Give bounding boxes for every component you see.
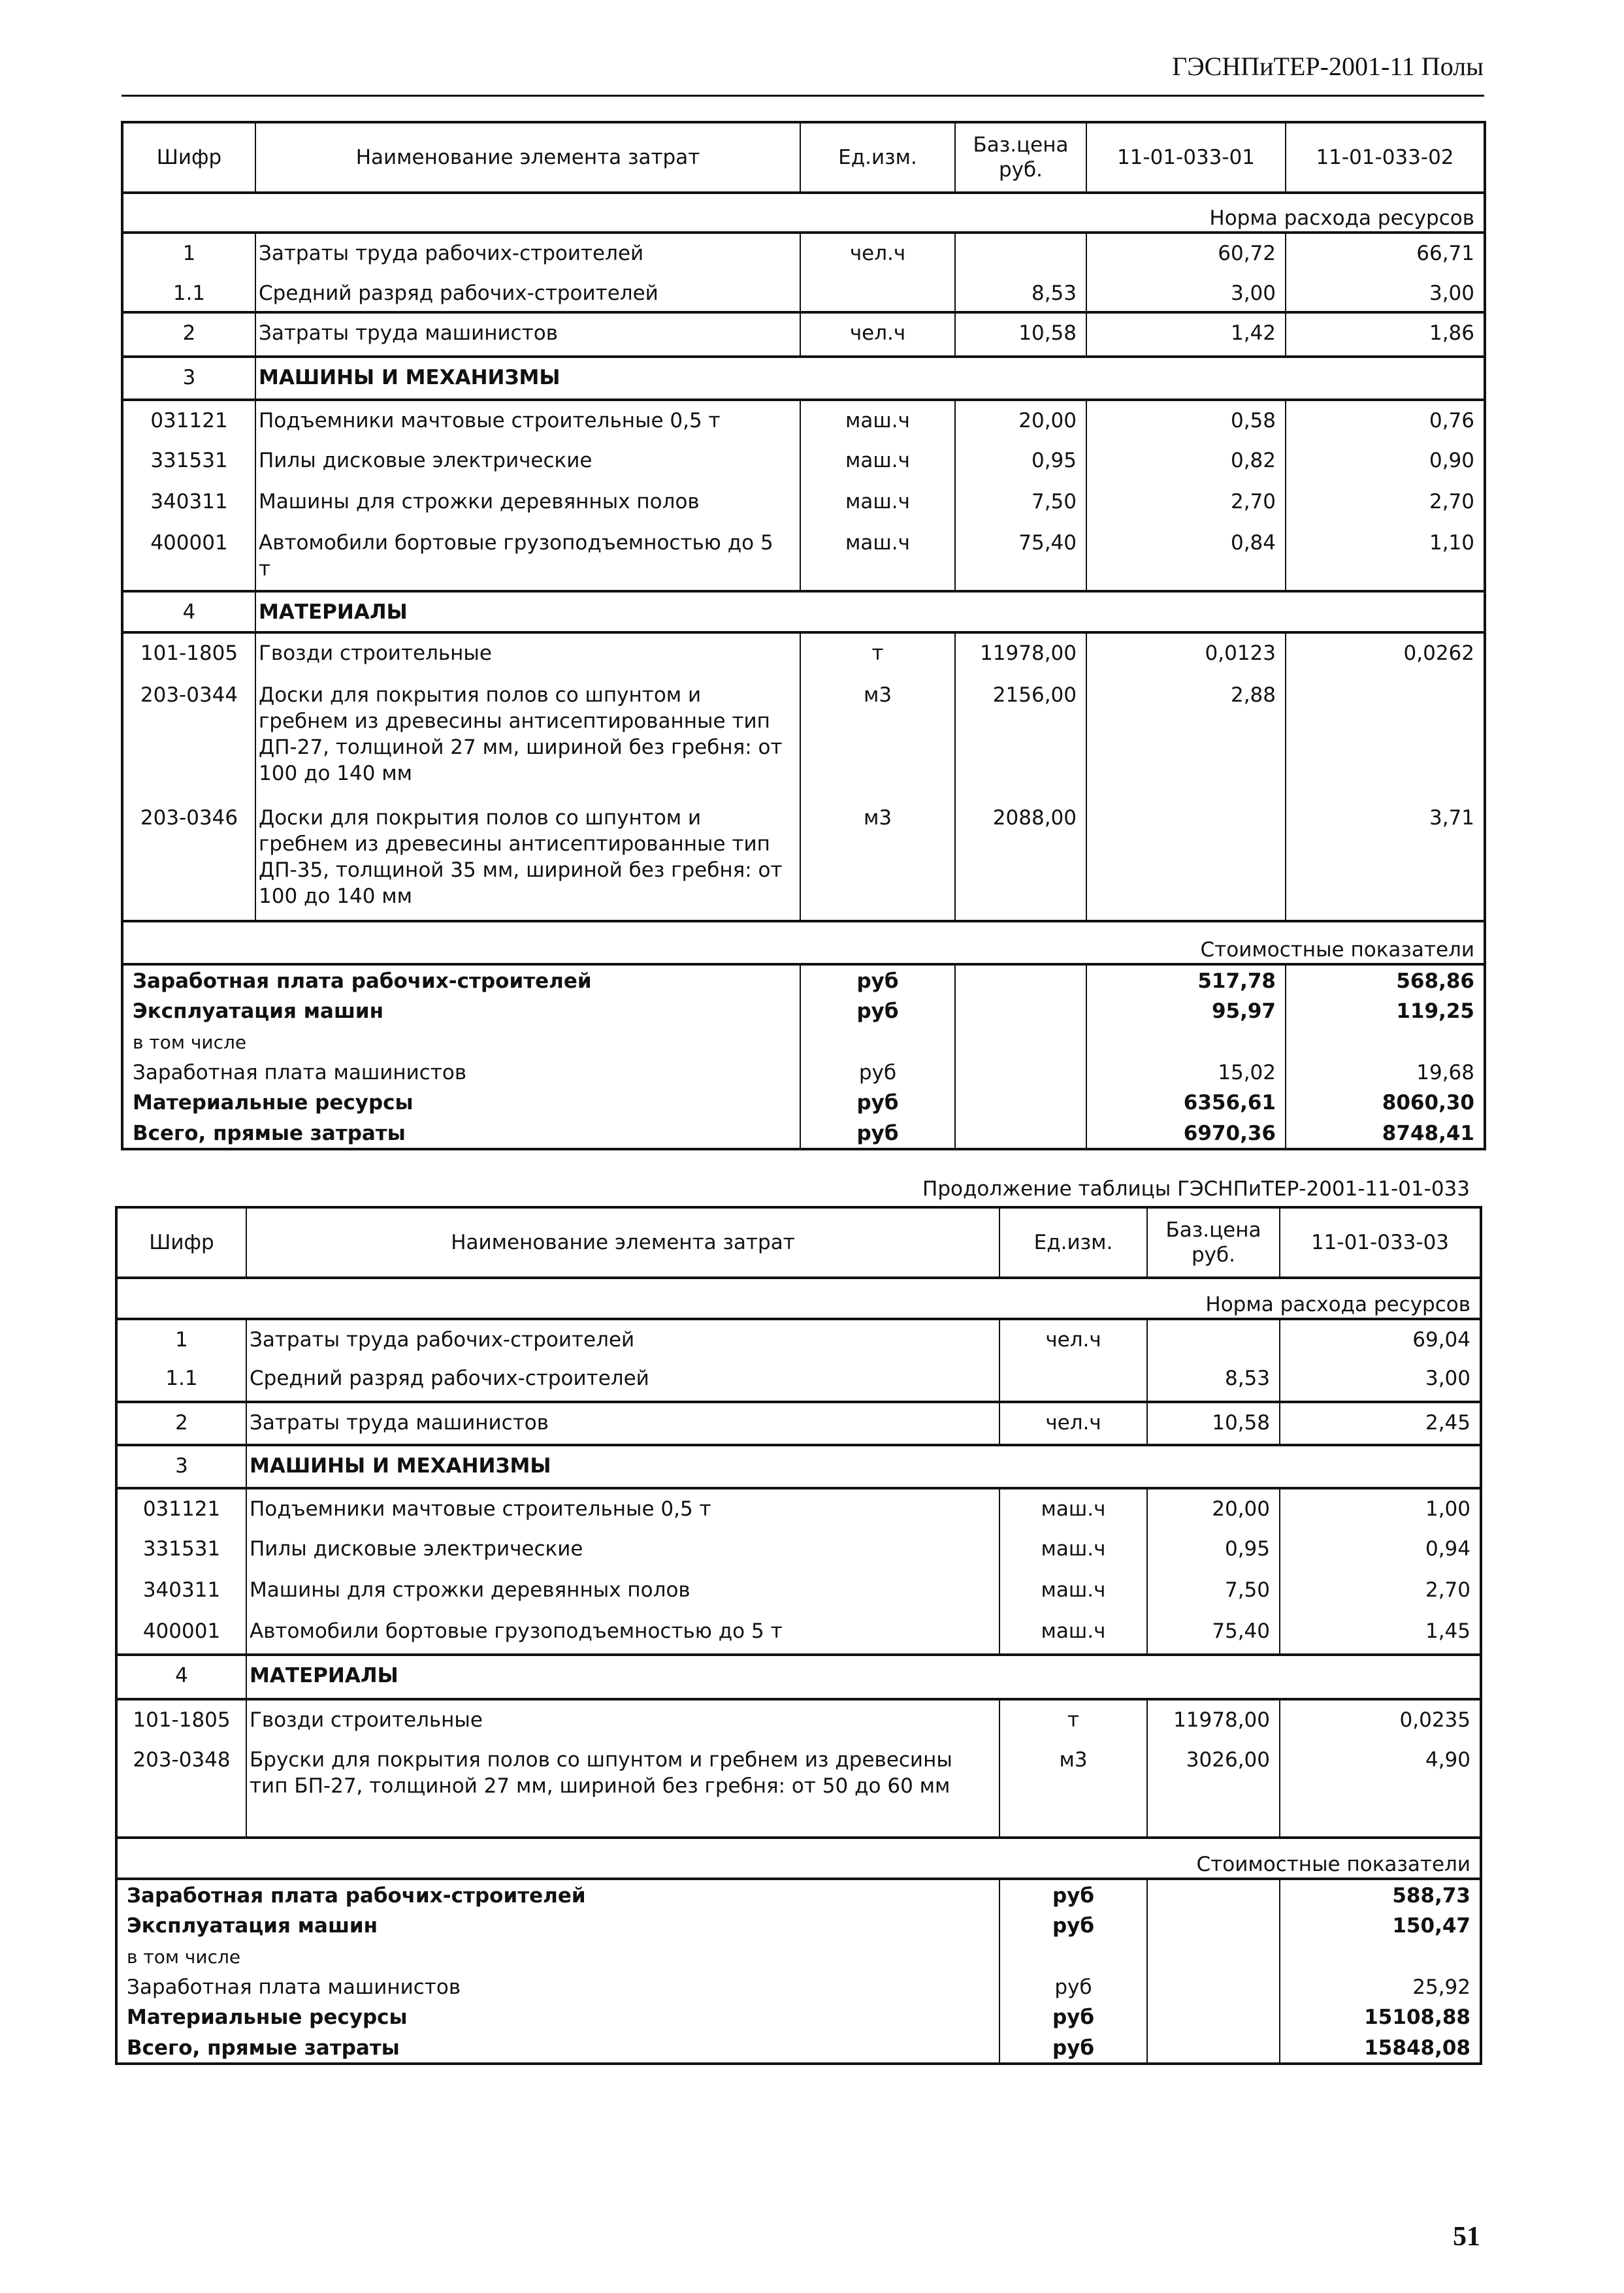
norm-value: 0,58: [1086, 400, 1286, 441]
unit: руб: [800, 1057, 955, 1087]
cost-name: Заработная плата рабочих-строителей: [116, 1879, 999, 1910]
section-code: 3: [122, 357, 255, 400]
norm-value: 3,00: [1280, 1359, 1481, 1402]
unit: чел.ч: [800, 233, 955, 274]
base-price: 20,00: [1147, 1488, 1280, 1529]
resource-name: Пилы дисковые электрические: [246, 1529, 999, 1570]
table-row: [122, 632, 1485, 675]
base-price: 75,40: [955, 523, 1086, 591]
resource-name: Затраты труда машинистов: [255, 312, 800, 357]
norm-value: 0,84: [1086, 523, 1286, 591]
unit: руб: [999, 2002, 1147, 2032]
unit: руб: [999, 1910, 1147, 1942]
base-price-empty: [1147, 1879, 1280, 1910]
table-row: [122, 274, 1485, 312]
base-price: 3026,00: [1147, 1740, 1280, 1838]
table-row: [122, 798, 1485, 921]
section-code: 4: [122, 591, 255, 632]
resource-code: 203-0346: [122, 798, 255, 921]
table-row: [116, 1570, 1481, 1612]
norm-value: 0,76: [1286, 400, 1485, 441]
page-number: 51: [1453, 2222, 1480, 2252]
unit: руб: [999, 1879, 1147, 1910]
cost-value: 568,86: [1286, 964, 1485, 996]
resource-code: 2: [122, 312, 255, 357]
cost-label-row: [116, 1838, 1481, 1879]
cost-row: [122, 964, 1485, 996]
norm-value: 1,42: [1086, 312, 1286, 357]
column-header: Наименование элемента затрат: [255, 122, 800, 193]
table-row: [116, 1488, 1481, 1529]
norm-value: 3,00: [1086, 274, 1286, 312]
norm-value: 1,10: [1286, 523, 1485, 591]
cost-name: Заработная плата рабочих-строителей: [122, 964, 800, 996]
resource-name: Машины для строжки деревянных полов: [246, 1570, 999, 1612]
unit: маш.ч: [800, 482, 955, 523]
section-title: МАТЕРИАЛЫ: [246, 1655, 1481, 1699]
cost-row: [116, 1910, 1481, 1942]
resource-name: Доски для покрытия полов со шпунтом и гребнем из древесины антисептированные тип ДП-27, толщиной 27 мм, шириной без гребня: от 100 до 140 мм: [255, 675, 800, 798]
norm-value: 2,45: [1280, 1402, 1481, 1445]
cost-row: [116, 1879, 1481, 1910]
cost-value: 95,97: [1086, 996, 1286, 1027]
cost-name: Материальные ресурсы: [116, 2002, 999, 2032]
base-price: 10,58: [955, 312, 1086, 357]
resource-name: Доски для покрытия полов со шпунтом и гребнем из древесины антисептированные тип ДП-35, толщиной 35 мм, шириной без гребня: от 100 до 140 мм: [255, 798, 800, 921]
column-header: Ед.изм.: [800, 122, 955, 193]
base-price-empty: [1147, 2002, 1280, 2032]
table-row: [122, 312, 1485, 357]
cost-value: [1286, 1027, 1485, 1057]
cost-name: Заработная плата машинистов: [116, 1972, 999, 2002]
cost-label: Стоимостные показатели: [122, 921, 1485, 964]
base-price: 0,95: [1147, 1529, 1280, 1570]
column-header: Наименование элемента затрат: [246, 1207, 999, 1278]
section-code: 3: [116, 1445, 246, 1488]
resource-table-2: [115, 1206, 1482, 2065]
section-row: [122, 591, 1485, 632]
resource-code: 1: [116, 1319, 246, 1359]
header-rule: [122, 95, 1484, 97]
cost-value: 6970,36: [1086, 1118, 1286, 1149]
cost-name: Эксплуатация машин: [122, 996, 800, 1027]
resource-code: 331531: [116, 1529, 246, 1570]
unit: маш.ч: [800, 400, 955, 441]
base-price-empty: [955, 1057, 1086, 1087]
resource-name: Подъемники мачтовые строительные 0,5 т: [246, 1488, 999, 1529]
norm-label-row: [116, 1278, 1481, 1319]
cost-row: [122, 1087, 1485, 1118]
norm-label-row: [122, 193, 1485, 233]
norm-value: 60,72: [1086, 233, 1286, 274]
resource-code: 1.1: [122, 274, 255, 312]
resource-name: Затраты труда машинистов: [246, 1402, 999, 1445]
table-row: [116, 1699, 1481, 1740]
base-price: 0,95: [955, 441, 1086, 482]
resource-name: Средний разряд рабочих-строителей: [255, 274, 800, 312]
cost-value: 15,02: [1086, 1057, 1286, 1087]
unit: руб: [800, 1118, 955, 1149]
base-price: 20,00: [955, 400, 1086, 441]
table-row: [116, 1612, 1481, 1655]
resource-name: Автомобили бортовые грузоподъемностью до 5 т: [246, 1612, 999, 1655]
section-code: 4: [116, 1655, 246, 1699]
cost-name: в том числе: [116, 1942, 999, 1972]
norm-value: 1,00: [1280, 1488, 1481, 1529]
base-price: 7,50: [1147, 1570, 1280, 1612]
cost-label: Стоимостные показатели: [116, 1838, 1481, 1879]
cost-row: [122, 1027, 1485, 1057]
base-price: 2156,00: [955, 675, 1086, 798]
cost-row: [116, 1972, 1481, 2002]
cost-value: 8748,41: [1286, 1118, 1485, 1149]
norm-value: 0,94: [1280, 1529, 1481, 1570]
unit: руб: [999, 2032, 1147, 2064]
cost-row: [116, 1942, 1481, 1972]
table-row: [122, 441, 1485, 482]
base-price-empty: [955, 964, 1086, 996]
norm-value: 1,45: [1280, 1612, 1481, 1655]
cost-value: 588,73: [1280, 1879, 1481, 1910]
section-title: МАТЕРИАЛЫ: [255, 591, 1485, 632]
table-continuation-caption: Продолжение таблицы ГЭСНПиТЕР-2001-11-01-033: [922, 1177, 1470, 1201]
section-title: МАШИНЫ И МЕХАНИЗМЫ: [255, 357, 1485, 400]
unit: маш.ч: [999, 1529, 1147, 1570]
cost-label-row: [122, 921, 1485, 964]
column-header: 11-01-033-02: [1286, 122, 1485, 193]
norm-value: [1086, 798, 1286, 921]
norm-value: 69,04: [1280, 1319, 1481, 1359]
resource-code: 400001: [116, 1612, 246, 1655]
table-row: [122, 233, 1485, 274]
resource-name: Затраты труда рабочих-строителей: [255, 233, 800, 274]
base-price-empty: [1147, 1972, 1280, 2002]
resource-name: Подъемники мачтовые строительные 0,5 т: [255, 400, 800, 441]
section-row: [122, 357, 1485, 400]
unit: [999, 1359, 1147, 1402]
base-price: 8,53: [1147, 1359, 1280, 1402]
cost-name: Эксплуатация машин: [116, 1910, 999, 1942]
cost-row: [122, 1118, 1485, 1149]
base-price: 10,58: [1147, 1402, 1280, 1445]
header-row: [122, 122, 1485, 193]
cost-value: 25,92: [1280, 1972, 1481, 2002]
running-head: ГЭСНПиТЕР-2001-11 Полы: [1172, 52, 1484, 81]
norm-value: 1,86: [1286, 312, 1485, 357]
norm-label: Норма расхода ресурсов: [116, 1278, 1481, 1319]
norm-value: 2,70: [1280, 1570, 1481, 1612]
unit: чел.ч: [999, 1402, 1147, 1445]
resource-code: 331531: [122, 441, 255, 482]
header-row: [116, 1207, 1481, 1278]
unit: маш.ч: [800, 523, 955, 591]
resource-name: Средний разряд рабочих-строителей: [246, 1359, 999, 1402]
norm-value: 2,70: [1086, 482, 1286, 523]
column-header: Шифр: [116, 1207, 246, 1278]
cost-row: [116, 2032, 1481, 2064]
unit: чел.ч: [999, 1319, 1147, 1359]
cost-value: 6356,61: [1086, 1087, 1286, 1118]
unit: чел.ч: [800, 312, 955, 357]
resource-code: 203-0348: [116, 1740, 246, 1838]
base-price: [955, 233, 1086, 274]
cost-value: [1280, 1942, 1481, 1972]
base-price-empty: [955, 1027, 1086, 1057]
norm-value: 0,0235: [1280, 1699, 1481, 1740]
cost-row: [122, 1057, 1485, 1087]
resource-name: Машины для строжки деревянных полов: [255, 482, 800, 523]
unit: м3: [800, 675, 955, 798]
norm-value: 2,88: [1086, 675, 1286, 798]
resource-code: 031121: [122, 400, 255, 441]
unit: руб: [800, 964, 955, 996]
resource-name: Пилы дисковые электрические: [255, 441, 800, 482]
table-row: [116, 1529, 1481, 1570]
base-price: 2088,00: [955, 798, 1086, 921]
norm-value: 0,90: [1286, 441, 1485, 482]
cost-row: [122, 996, 1485, 1027]
resource-name: Гвозди строительные: [246, 1699, 999, 1740]
column-header: Ед.изм.: [999, 1207, 1147, 1278]
cost-value: 119,25: [1286, 996, 1485, 1027]
table-row: [116, 1319, 1481, 1359]
cost-name: Всего, прямые затраты: [122, 1118, 800, 1149]
cost-value: 19,68: [1286, 1057, 1485, 1087]
norm-value: 2,70: [1286, 482, 1485, 523]
resource-table-1: [121, 121, 1486, 1150]
norm-value: 0,82: [1086, 441, 1286, 482]
cost-value: [1086, 1027, 1286, 1057]
resource-name: Бруски для покрытия полов со шпунтом и гребнем из древесины тип БП-27, толщиной 27 мм, шириной без гребня: от 50 до 60 мм: [246, 1740, 999, 1838]
unit: [800, 1027, 955, 1057]
unit: маш.ч: [800, 441, 955, 482]
base-price-empty: [955, 1087, 1086, 1118]
resource-name: Затраты труда рабочих-строителей: [246, 1319, 999, 1359]
resource-name: Автомобили бортовые грузоподъемностью до 5 т: [255, 523, 800, 591]
resource-code: 031121: [116, 1488, 246, 1529]
unit: т: [800, 632, 955, 675]
norm-label: Норма расхода ресурсов: [122, 193, 1485, 233]
norm-value: 3,71: [1286, 798, 1485, 921]
unit: т: [999, 1699, 1147, 1740]
table-row: [116, 1402, 1481, 1445]
column-header: 11-01-033-01: [1086, 122, 1286, 193]
resource-code: 1: [122, 233, 255, 274]
cost-name: Всего, прямые затраты: [116, 2032, 999, 2064]
base-price: 7,50: [955, 482, 1086, 523]
cost-value: 15108,88: [1280, 2002, 1481, 2032]
base-price: 8,53: [955, 274, 1086, 312]
cost-value: 15848,08: [1280, 2032, 1481, 2064]
cost-value: 517,78: [1086, 964, 1286, 996]
column-header: Баз.цена руб.: [955, 122, 1086, 193]
norm-value: 66,71: [1286, 233, 1485, 274]
norm-value: 0,0123: [1086, 632, 1286, 675]
column-header: Шифр: [122, 122, 255, 193]
table-row: [116, 1740, 1481, 1838]
section-row: [116, 1445, 1481, 1488]
unit: м3: [800, 798, 955, 921]
norm-value: 0,0262: [1286, 632, 1485, 675]
column-header: Баз.цена руб.: [1147, 1207, 1280, 1278]
unit: [800, 274, 955, 312]
table-row: [122, 523, 1485, 591]
cost-name: Заработная плата машинистов: [122, 1057, 800, 1087]
cost-value: 150,47: [1280, 1910, 1481, 1942]
resource-code: 101-1805: [122, 632, 255, 675]
resource-code: 2: [116, 1402, 246, 1445]
resource-code: 203-0344: [122, 675, 255, 798]
resource-code: 1.1: [116, 1359, 246, 1402]
section-row: [116, 1655, 1481, 1699]
unit: маш.ч: [999, 1488, 1147, 1529]
base-price-empty: [955, 996, 1086, 1027]
base-price-empty: [1147, 2032, 1280, 2064]
table-row: [122, 482, 1485, 523]
base-price: 11978,00: [955, 632, 1086, 675]
base-price-empty: [1147, 1910, 1280, 1942]
cost-name: в том числе: [122, 1027, 800, 1057]
resource-code: 340311: [116, 1570, 246, 1612]
table-row: [116, 1359, 1481, 1402]
cost-name: Материальные ресурсы: [122, 1087, 800, 1118]
base-price-empty: [955, 1118, 1086, 1149]
unit: маш.ч: [999, 1612, 1147, 1655]
unit: [999, 1942, 1147, 1972]
unit: маш.ч: [999, 1570, 1147, 1612]
resource-name: Гвозди строительные: [255, 632, 800, 675]
resource-code: 340311: [122, 482, 255, 523]
norm-value: 3,00: [1286, 274, 1485, 312]
base-price: 75,40: [1147, 1612, 1280, 1655]
resource-code: 400001: [122, 523, 255, 591]
base-price: [1147, 1319, 1280, 1359]
column-header: 11-01-033-03: [1280, 1207, 1481, 1278]
unit: руб: [999, 1972, 1147, 2002]
section-title: МАШИНЫ И МЕХАНИЗМЫ: [246, 1445, 1481, 1488]
resource-code: 101-1805: [116, 1699, 246, 1740]
base-price: 11978,00: [1147, 1699, 1280, 1740]
base-price-empty: [1147, 1942, 1280, 1972]
table-row: [122, 675, 1485, 798]
norm-value: 4,90: [1280, 1740, 1481, 1838]
norm-value: [1286, 675, 1485, 798]
unit: руб: [800, 1087, 955, 1118]
cost-row: [116, 2002, 1481, 2032]
cost-value: 8060,30: [1286, 1087, 1485, 1118]
unit: руб: [800, 996, 955, 1027]
unit: м3: [999, 1740, 1147, 1838]
table-row: [122, 400, 1485, 441]
